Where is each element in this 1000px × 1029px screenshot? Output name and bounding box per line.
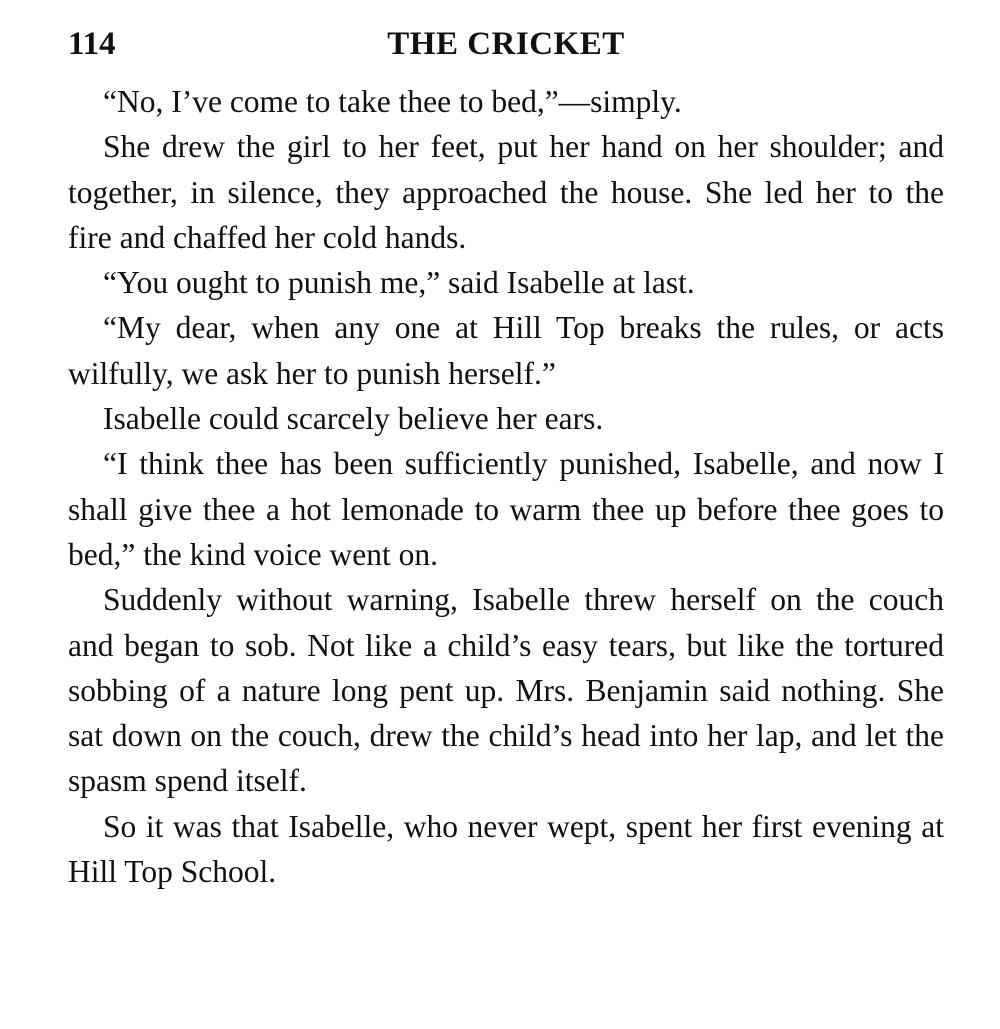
body-text	[68, 79, 944, 894]
paragraph: “My dear, when any one at Hill Top breaks the rules, or acts wilfully, we ask her to punish herself.”	[68, 310, 944, 391]
running-head	[68, 22, 944, 66]
paragraph: “No, I’ve come to take thee to bed,”—simply.	[103, 84, 682, 119]
paragraph: “I think thee has been sufficiently punished, Isabelle, and now I shall give thee a hot lemonade to warm thee up before thee goes to bed,” the kind voice went on.	[68, 446, 944, 572]
paragraph: She drew the girl to her feet, put her hand on her shoulder; and together, in silence, they approached the house. She led her to the fire and chaffed her cold hands.	[68, 129, 944, 255]
book-title: THE CRICKET	[387, 26, 625, 62]
paragraph: Suddenly without warning, Isabelle threw herself on the couch and began to sob. Not like a child’s easy tears, but like the tortured sobbing of a nature long pent up. Mrs. Benjamin said nothing. She sat down on the couch, drew the child’s head into her lap, and let the spasm spend itself.	[68, 582, 944, 799]
paragraph: “You ought to punish me,” said Isabelle at last.	[103, 265, 695, 301]
book-page	[68, 22, 944, 894]
page-number: 114	[68, 26, 116, 62]
paragraph: Isabelle could scarcely believe her ears.	[103, 401, 604, 437]
paragraph: So it was that Isabelle, who never wept, spent her first evening at Hill Top School.	[68, 808, 944, 890]
